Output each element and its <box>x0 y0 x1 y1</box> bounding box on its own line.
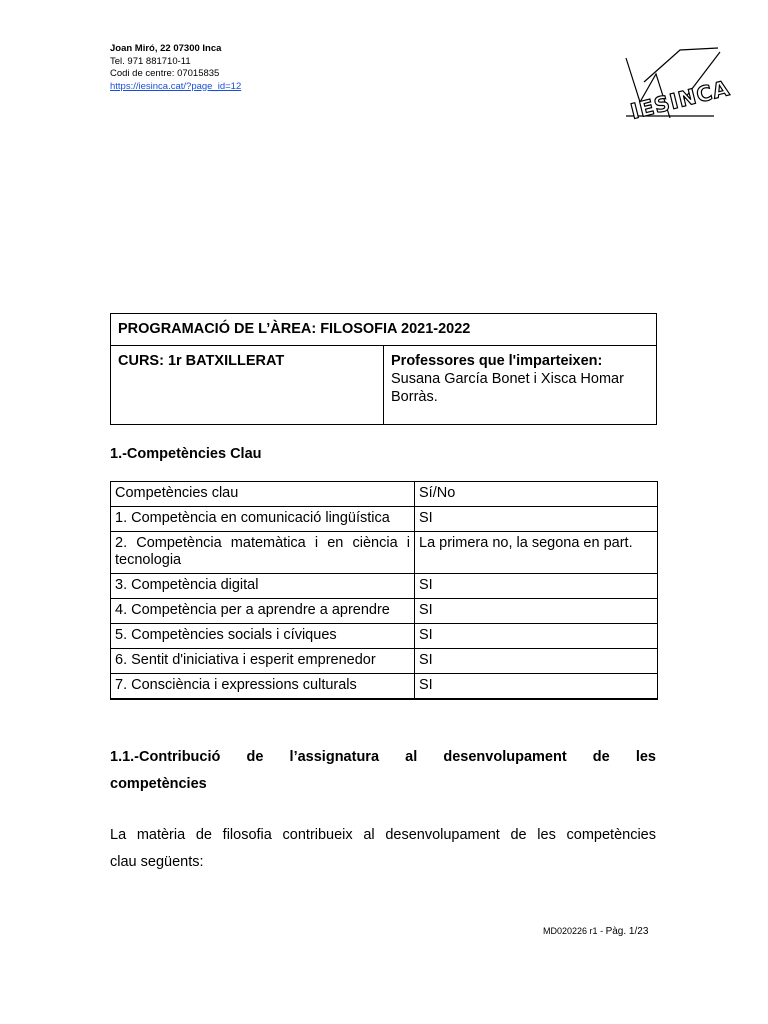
section-title-contribution-line1: 1.1.-Contribució de l’assignatura al desenvolupament de les <box>110 749 656 765</box>
school-url-link[interactable]: https://iesinca.cat/?page_id=12 <box>110 80 242 92</box>
competence-value: SI <box>415 649 658 674</box>
table-row <box>111 507 658 532</box>
school-address-block <box>110 43 241 93</box>
table-row <box>111 532 658 574</box>
table-row <box>111 624 658 649</box>
body-paragraph-line2: clau següents: <box>110 854 204 870</box>
competence-name: 3. Competència digital <box>111 574 415 599</box>
competence-value: SI <box>415 599 658 624</box>
section-title-contribution <box>110 744 656 798</box>
competence-name: 6. Sentit d'iniciativa i esperit emprenedor <box>111 649 415 674</box>
competence-name: 4. Competència per a aprendre a aprendre <box>111 599 415 624</box>
competence-name: 5. Competències socials i cíviques <box>111 624 415 649</box>
table-row <box>111 574 658 599</box>
logo-text: IESINCA <box>628 76 732 124</box>
footer-separator: - <box>600 926 604 936</box>
teachers-label: Professores que l'imparteixen: <box>391 353 603 369</box>
body-paragraph-line1: La matèria de filosofia contribueix al desenvolupament de les competències <box>110 827 656 843</box>
competence-value: SI <box>415 574 658 599</box>
program-title: PROGRAMACIÓ DE L’ÀREA: FILOSOFIA 2021-2022 <box>111 314 657 346</box>
address-line: Joan Miró, 22 07300 Inca <box>110 43 222 54</box>
phone-line: Tel. 971 881710-11 <box>110 55 191 67</box>
center-code-line: Codi de centre: 07015835 <box>110 68 220 79</box>
school-logo <box>620 44 732 124</box>
teachers-names: Susana García Bonet i Xisca Homar Borràs. <box>391 371 624 405</box>
competences-table <box>110 481 658 700</box>
column-header-competences: Competències clau <box>111 482 415 507</box>
teachers-cell <box>384 346 657 425</box>
course-cell: CURS: 1r BATXILLERAT <box>111 346 384 425</box>
table-row <box>111 599 658 624</box>
page-number: Pàg. 1/23 <box>605 926 649 937</box>
competence-value: SI <box>415 674 658 700</box>
body-paragraph <box>110 822 656 876</box>
competence-name: 1. Competència en comunicació lingüística <box>111 507 415 532</box>
competence-name: 7. Consciència i expressions culturals <box>111 674 415 700</box>
competence-value: SI <box>415 624 658 649</box>
table-row <box>111 674 658 700</box>
program-info-table <box>110 313 657 425</box>
competence-name: 2. Competència matemàtica i en ciència i tecnologia <box>111 532 415 574</box>
competence-value: SI <box>415 507 658 532</box>
section-title-contribution-line2: competències <box>110 776 207 792</box>
page-footer <box>543 926 648 937</box>
column-header-yes-no: Sí/No <box>415 482 658 507</box>
section-title-competences: 1.-Competències Clau <box>110 446 262 462</box>
doc-code: MD020226 r1 <box>543 926 598 936</box>
competence-value: La primera no, la segona en part. <box>415 532 658 574</box>
table-row <box>111 649 658 674</box>
table-header-row <box>111 482 658 507</box>
